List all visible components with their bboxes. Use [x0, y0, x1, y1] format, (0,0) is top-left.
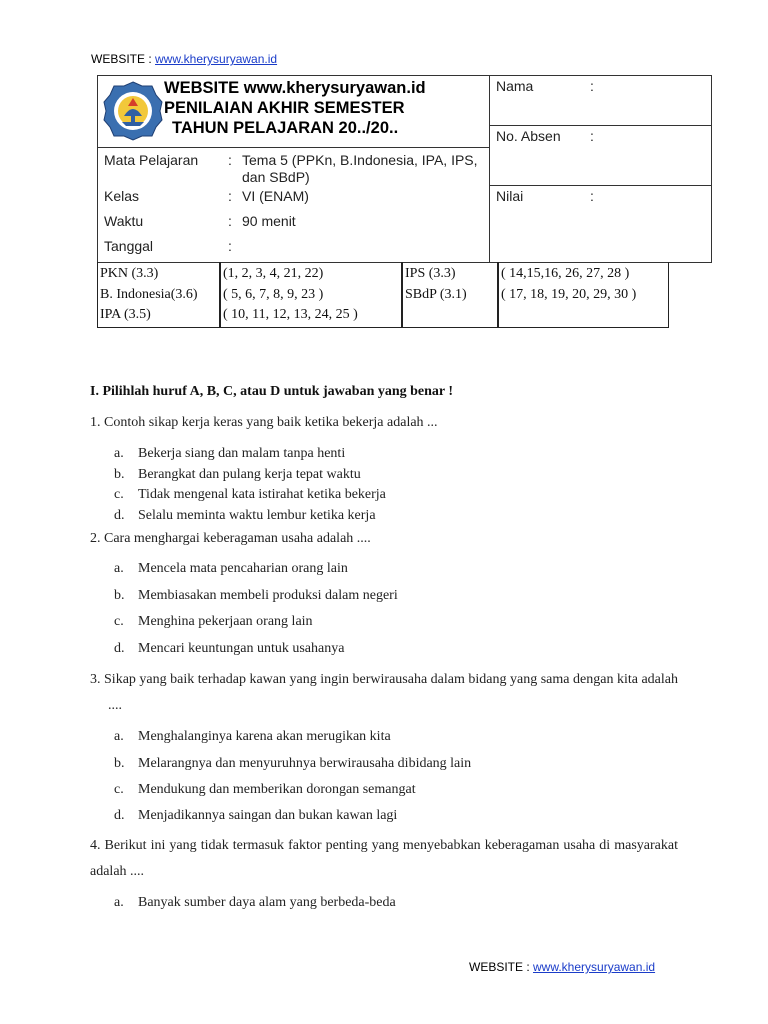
option-text: Banyak sumber daya alam yang berbeda-beda: [138, 895, 396, 910]
exam-header-table: [97, 75, 712, 263]
question-3: [90, 667, 678, 719]
option-item[interactable]: [114, 446, 345, 462]
option-item[interactable]: [114, 729, 391, 745]
option-letter: c.: [114, 782, 124, 797]
option-text: Mendukung dan memberikan dorongan semangat: [138, 782, 416, 797]
question-text: 1. Contoh sikap kerja keras yang baik ketika bekerja adalah ...: [90, 415, 438, 430]
info-colon: :: [228, 238, 232, 254]
student-nilai-field[interactable]: [490, 186, 711, 262]
kd-numbers: ( 17, 18, 19, 20, 29, 30 ): [501, 286, 637, 302]
kd-subjects-left: [98, 262, 220, 327]
info-label: Tanggal: [104, 238, 154, 254]
option-text: Berangkat dan pulang kerja tepat waktu: [138, 467, 361, 482]
info-value: 90 menit: [242, 213, 296, 229]
website-header-link[interactable]: www.kherysuryawan.id: [155, 52, 278, 66]
website-footer-label: WEBSITE :: [469, 960, 534, 974]
student-field-label: No. Absen: [496, 128, 561, 144]
option-item[interactable]: [114, 614, 313, 630]
exam-title-line1: WEBSITE www.kherysuryawan.id: [164, 79, 426, 97]
option-text: Menghalanginya karena akan merugikan kita: [138, 729, 391, 744]
option-letter: b.: [114, 588, 125, 603]
option-text: Tidak mengenal kata istirahat ketika bekerja: [138, 487, 386, 502]
student-absen-field[interactable]: [490, 126, 711, 186]
info-label: Mata Pelajaran: [104, 152, 199, 168]
option-letter: b.: [114, 756, 125, 771]
kd-numbers-right: [498, 262, 668, 327]
question-text: 2. Cara menghargai keberagaman usaha adalah ....: [90, 531, 371, 546]
kd-subject: B. Indonesia(3.6): [100, 286, 198, 302]
option-item[interactable]: [114, 895, 396, 911]
option-letter: a.: [114, 895, 124, 910]
kd-subjects-right: [402, 262, 498, 327]
option-letter: a.: [114, 446, 124, 461]
kd-numbers-left: [220, 262, 402, 327]
info-colon: :: [228, 152, 232, 168]
option-item[interactable]: [114, 487, 386, 503]
option-letter: b.: [114, 467, 125, 482]
option-text: Mencela mata pencaharian orang lain: [138, 561, 348, 576]
option-text: Melarangnya dan menyuruhnya berwirausaha dibidang lain: [138, 756, 472, 771]
option-text: Membiasakan membeli produksi dalam negeri: [138, 588, 398, 603]
website-header: [91, 52, 277, 66]
info-value: VI (ENAM): [242, 188, 309, 204]
competency-table: [97, 262, 669, 328]
option-letter: a.: [114, 729, 124, 744]
option-item[interactable]: [114, 782, 416, 798]
question-text: 4. Berikut ini yang tidak termasuk faktor penting yang menyebabkan keberagaman usaha di masyarakat adalah ....: [90, 838, 678, 879]
kd-numbers: ( 10, 11, 12, 13, 24, 25 ): [223, 307, 358, 322]
kd-numbers: ( 5, 6, 7, 8, 9, 23 ): [223, 286, 324, 302]
question-1: [90, 415, 678, 431]
question-4: [90, 833, 678, 885]
info-colon: :: [228, 188, 232, 204]
option-item[interactable]: [114, 641, 344, 657]
option-text: Selalu meminta waktu lembur ketika kerja: [138, 508, 376, 523]
option-text: Menghina pekerjaan orang lain: [138, 614, 313, 629]
option-item[interactable]: [114, 508, 376, 524]
section-instruction: I. Pilihlah huruf A, B, C, atau D untuk jawaban yang benar !: [90, 384, 454, 399]
option-item[interactable]: [114, 588, 398, 604]
student-nama-field[interactable]: [490, 76, 711, 126]
kd-numbers: ( 14,15,16, 26, 27, 28 ): [501, 266, 630, 281]
option-text: Mencari keuntungan untuk usahanya: [138, 641, 345, 656]
exam-title-block: [98, 76, 489, 148]
exam-title-line3: TAHUN PELAJARAN 20../20..: [172, 119, 399, 137]
website-footer-link[interactable]: www.kherysuryawan.id: [533, 960, 656, 974]
kd-subject: IPS (3.3): [405, 266, 456, 281]
student-field-label: Nama: [496, 78, 534, 94]
kd-subject: PKN (3.3): [100, 266, 159, 281]
option-item[interactable]: [114, 808, 397, 824]
student-field-colon: :: [590, 128, 594, 144]
option-letter: d.: [114, 641, 125, 656]
student-field-colon: :: [590, 78, 594, 94]
exam-header-left: [98, 76, 490, 262]
info-label: Waktu: [104, 213, 144, 229]
option-letter: a.: [114, 561, 124, 576]
option-item[interactable]: [114, 467, 361, 483]
kd-subject: IPA (3.5): [100, 307, 151, 322]
website-header-label: WEBSITE :: [91, 52, 156, 66]
kd-numbers: (1, 2, 3, 4, 21, 22): [223, 266, 324, 281]
student-info-block: [490, 76, 711, 262]
option-letter: d.: [114, 508, 125, 523]
exam-title: [164, 78, 426, 138]
option-letter: c.: [114, 487, 124, 502]
student-field-colon: :: [590, 188, 594, 204]
website-footer: [469, 960, 655, 974]
question-text: 3. Sikap yang baik terhadap kawan yang ingin berwirausaha dalam bidang yang sama dengan kita adalah ....: [90, 672, 678, 713]
option-item[interactable]: [114, 561, 348, 577]
info-value: Tema 5 (PPKn, B.Indonesia, IPA, IPS, dan SBdP): [242, 152, 478, 185]
student-field-label: Nilai: [496, 188, 524, 204]
question-2: [90, 531, 678, 547]
tut-wuri-handayani-logo-icon: [102, 80, 164, 142]
info-label: Kelas: [104, 188, 140, 204]
option-letter: d.: [114, 808, 125, 823]
kd-subject: SBdP (3.1): [405, 286, 467, 302]
option-item[interactable]: [114, 756, 471, 772]
option-text: Bekerja siang dan malam tanpa henti: [138, 446, 346, 461]
exam-title-line2: PENILAIAN AKHIR SEMESTER: [164, 99, 405, 117]
option-text: Menjadikannya saingan dan bukan kawan lagi: [138, 808, 398, 823]
info-colon: :: [228, 213, 232, 229]
option-letter: c.: [114, 614, 124, 629]
